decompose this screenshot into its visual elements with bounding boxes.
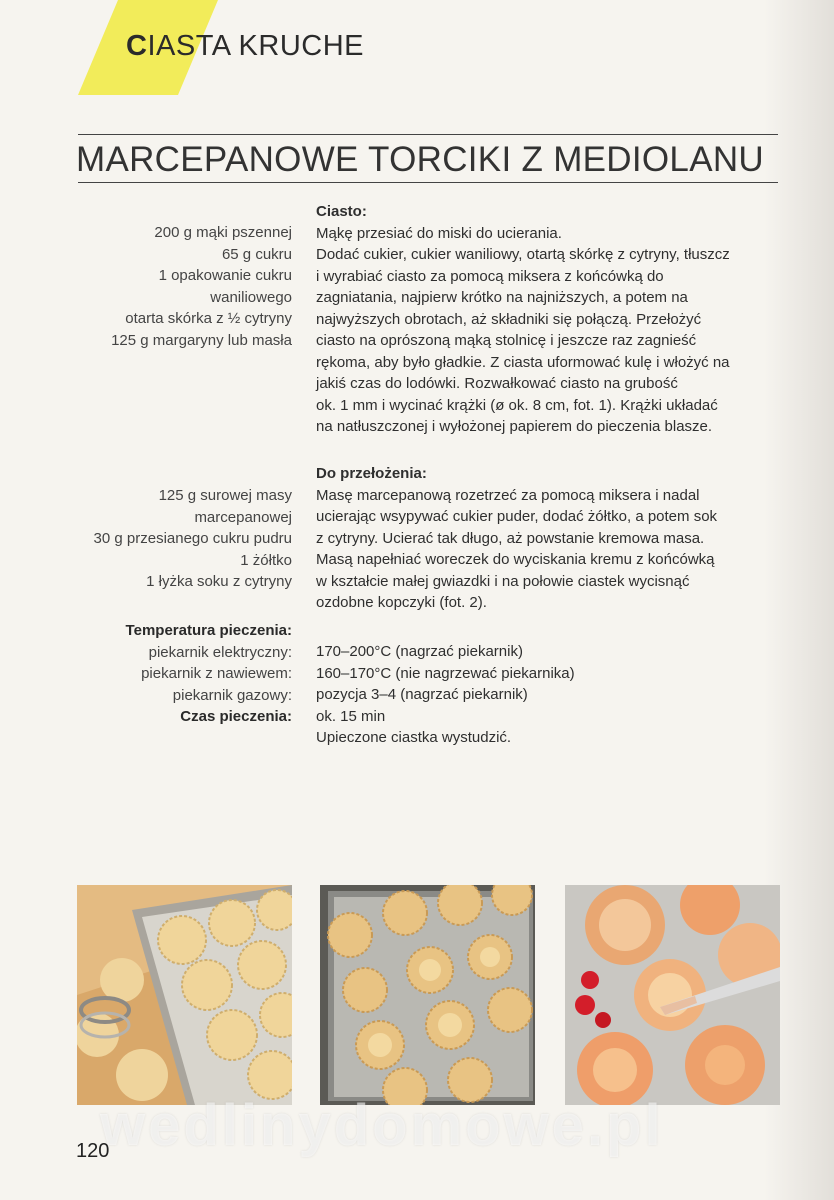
- baking-labels: [126, 620, 292, 728]
- photo-cutting-rounds: [77, 885, 292, 1105]
- dough-ingredients: [111, 222, 292, 351]
- instruction-line: Dodać cukier, cukier waniliowy, otartą skórkę z cytryny, tłuszcz: [316, 246, 730, 263]
- ingredient-line: 1 opakowanie cukru: [158, 267, 292, 284]
- ingredient-line: waniliowego: [210, 288, 292, 306]
- ingredient-line: marcepanowej: [194, 508, 292, 526]
- section-title: CIASTA KRUCHE: [126, 30, 365, 62]
- instruction-line: ucierając wsypywać cukier puder, dodać żółtko, a potem sok: [316, 508, 718, 525]
- instruction-line: ok. 1 mm i wycinać krążki (ø ok. 8 cm, fot. 1). Krążki układać: [316, 396, 718, 414]
- photo-baked-rounds-image: [320, 885, 535, 1105]
- instruction-line: na natłuszczonej i wyłożonej papierem do pieczenia blasze.: [316, 418, 713, 435]
- watermark: wedlinydomowe.pl: [100, 1093, 664, 1158]
- fan-oven-label: piekarnik z nawiewem:: [141, 665, 292, 682]
- electric-oven-label: piekarnik elektryczny:: [148, 643, 292, 661]
- baking-time-value: ok. 15 min: [316, 707, 386, 725]
- photo-cutting-rounds-image: [77, 885, 292, 1105]
- baking-values: [316, 641, 786, 749]
- instruction-line: ciasto na oprószoną mąką stolnicę i jeszcze raz zagnieść: [316, 332, 697, 349]
- baking-temperature-label: Temperatura pieczenia:: [125, 622, 292, 639]
- fan-oven-value: 160–170°C (nie nagrzewać piekarnika): [316, 664, 575, 682]
- instruction-line: Masę marcepanową rozetrzeć za pomocą miksera i nadal: [316, 486, 700, 504]
- instruction-line: i wyrabiać ciasto za pomocą miksera z końcówką do: [316, 267, 664, 285]
- ingredient-line: 30 g przesianego cukru pudru: [93, 530, 292, 547]
- topping-heading: Do przełożenia:: [316, 465, 427, 482]
- dough-instructions: [316, 201, 786, 438]
- instruction-line: w kształcie małej gwiazdki i na połowie ciastek wycisnąć: [316, 572, 690, 590]
- cooling-note: Upieczone ciastka wystudzić.: [316, 729, 512, 746]
- gas-oven-label: piekarnik gazowy:: [172, 686, 292, 704]
- ingredient-line: 200 g mąki pszennej: [154, 224, 292, 241]
- instruction-line: ozdobne kopczyki (fot. 2).: [316, 594, 487, 611]
- ingredient-line: 65 g cukru: [221, 245, 292, 263]
- ingredient-line: 125 g margaryny lub masła: [111, 331, 292, 349]
- gas-oven-value: pozycja 3–4 (nagrzać piekarnik): [316, 686, 528, 703]
- photo-baked-rounds: [320, 885, 535, 1105]
- title-bottom-rule: [78, 182, 778, 183]
- title-top-rule: [78, 134, 778, 135]
- baking-time-label: Czas pieczenia:: [180, 708, 292, 725]
- recipe-title: MARCEPANOWE TORCIKI Z MEDIOLANU: [76, 140, 764, 179]
- instruction-line: rękoma, aby było gładkie. Z ciasta uformować kulę i włożyć na: [316, 353, 730, 371]
- ingredient-line: otarta skórka z ½ cytryny: [125, 310, 292, 327]
- instruction-line: najwyższych obrotach, aż składniki się połączą. Przełożyć: [316, 310, 702, 328]
- instruction-line: Mąkę przesiać do miski do ucierania.: [316, 224, 562, 242]
- dough-heading: Ciasto:: [316, 203, 367, 220]
- instruction-line: Masą napełniać woreczek do wyciskania kremu z końcówką: [316, 551, 715, 568]
- ingredient-line: 125 g surowej masy: [158, 487, 292, 504]
- page-number: 120: [76, 1140, 110, 1162]
- ingredient-line: 1 żółtko: [240, 551, 292, 569]
- instruction-line: jakiś czas do lodówki. Rozwałkować ciasto na grubość: [316, 375, 678, 392]
- photo-finished-tartlets: [565, 885, 780, 1105]
- instruction-line: z cytryny. Ucierać tak długo, aż powstanie kremowa masa.: [316, 529, 705, 547]
- topping-instructions: [316, 463, 786, 614]
- ingredient-line: 1 łyżka soku z cytryny: [146, 573, 292, 590]
- topping-ingredients: [94, 485, 292, 593]
- instruction-line: zagniatania, najpierw krótko na najniższych, a potem na: [316, 289, 688, 306]
- photo-finished-tartlets-image: [565, 885, 780, 1105]
- electric-oven-value: 170–200°C (nagrzać piekarnik): [316, 643, 523, 660]
